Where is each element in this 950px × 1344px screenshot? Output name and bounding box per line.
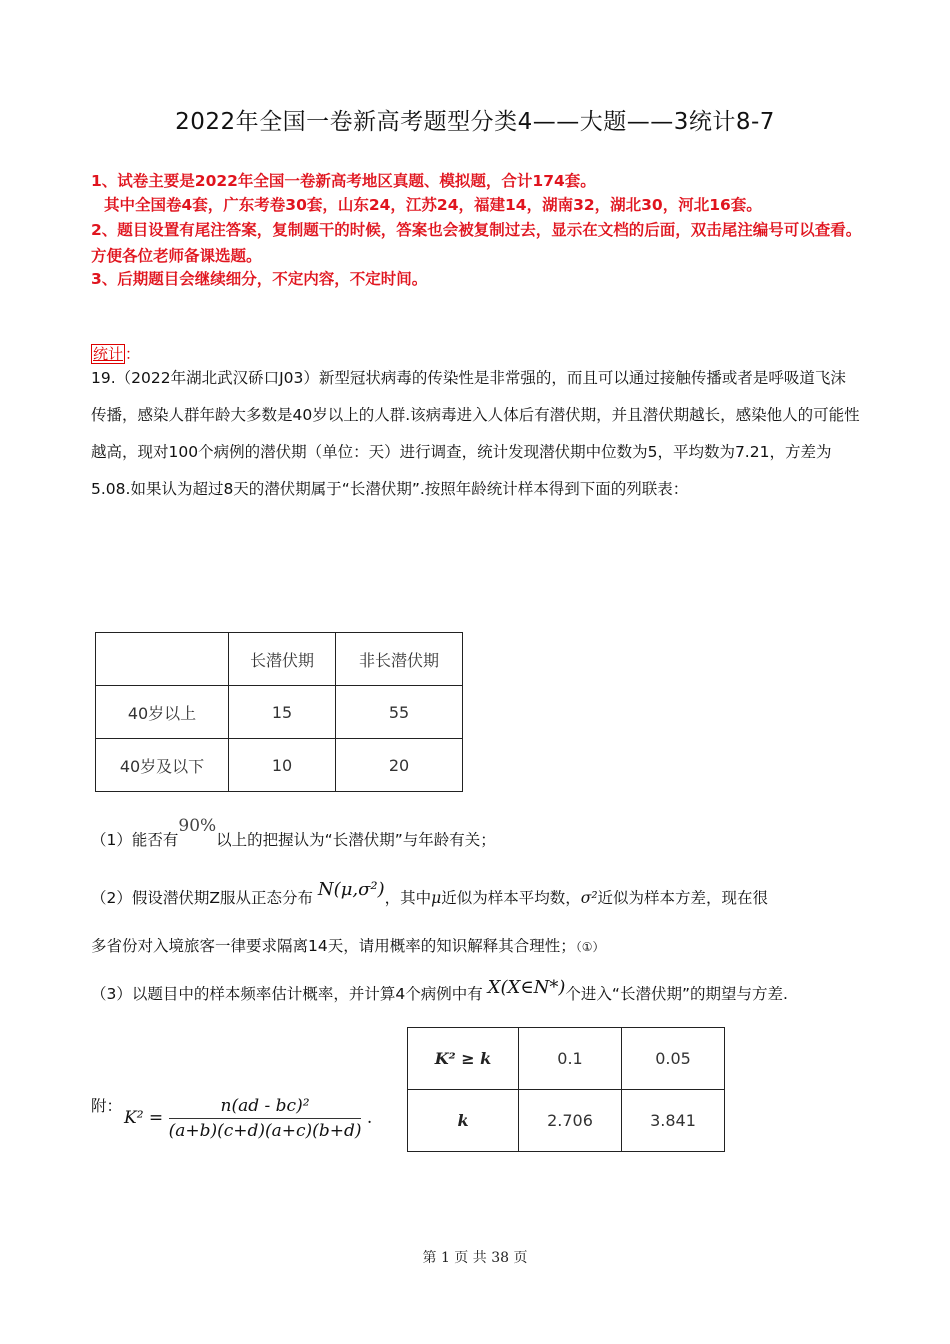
question-3 <box>91 977 788 1004</box>
page-footer: 第 1 页 共 38 页 <box>422 1250 528 1266</box>
formula-denominator: (a+b)(c+d)(a+c)(b+d) <box>168 1121 362 1141</box>
table-cell: 2.706 <box>519 1090 622 1152</box>
question-1 <box>91 816 496 850</box>
table-header-cell: 非长潜伏期 <box>336 633 463 686</box>
table-cell: 55 <box>336 686 463 739</box>
q2-prefix: （2）假设潜伏期Z服从正态分布 <box>91 889 313 907</box>
k-squared-formula <box>124 1096 372 1141</box>
table-cell: k <box>408 1090 519 1152</box>
problem-intro: 19.（2022年湖北武汉硚口J03）新型冠状病毒的传染性是非常强的，而且可以通过接触传播或者是呼吸道飞沫传播，感染人群年龄大多数是40岁以上的人群.该病毒进入人体后有潜伏期，并且潜伏期越长，感染他人的可能性越高，现对100个病例的潜伏期（单位：天）进行调查，统计发现潜伏期中位数为5，平均数为7.21，方差为5.08.如果认为超过8天的潜伏期属于“长潜伏期”.按照年龄统计样本得到下面的列联表： <box>91 369 860 498</box>
q2-mu: μ <box>431 889 442 907</box>
note-3: 3、后期题目会继续细分，不定内容，不定时间。 <box>91 270 428 288</box>
table-cell: K² ≥ k <box>408 1028 519 1090</box>
formula-numerator: n(ad - bc)² <box>169 1096 362 1119</box>
table-header-cell: 长潜伏期 <box>229 633 336 686</box>
q3-suffix: 个进入“长潜伏期”的期望与方差. <box>565 985 788 1003</box>
endnote-ref[interactable]: （①） <box>575 940 605 954</box>
table-row <box>96 739 463 792</box>
note-2: 2、题目设置有尾注答案，复制题干的时候，答案也会被复制过去，显示在文档的后面，双击尾注编号可以查看。方便各位老师备课选题。 <box>91 221 862 265</box>
q1-suffix: 以上的把握认为“长潜伏期”与年龄有关； <box>216 831 496 849</box>
section-tag-label: 统计 <box>93 345 124 363</box>
q2-mid1: ，其中 <box>384 889 432 907</box>
section-tag-colon: ： <box>125 345 141 363</box>
q3-variable: X(X∈N*) <box>487 977 566 998</box>
contingency-table <box>95 632 463 792</box>
table-cell <box>96 633 229 686</box>
table-cell: 40岁以上 <box>96 686 229 739</box>
document-title: 2022年全国一卷新高考题型分类4——大题——3统计8-7 <box>175 109 775 135</box>
table-cell: 40岁及以下 <box>96 739 229 792</box>
q2-sigma: σ² <box>580 889 598 907</box>
appendix-label: 附： <box>91 1097 123 1115</box>
q2-distribution: N(μ,σ²) <box>317 879 385 900</box>
note-1: 1、试卷主要是2022年全国一卷新高考地区真题、模拟题，合计174套。 <box>91 172 596 190</box>
table-cell: 3.841 <box>622 1090 725 1152</box>
table-row <box>96 686 463 739</box>
table-cell: 0.05 <box>622 1028 725 1090</box>
note-1-detail: 其中全国卷4套，广东考卷30套，山东24，江苏24，福建14，湖南32，湖北30，河北16套。 <box>104 196 762 214</box>
table-row <box>408 1090 725 1152</box>
table-row <box>408 1028 725 1090</box>
table-cell: 20 <box>336 739 463 792</box>
critical-value-table <box>407 1027 725 1152</box>
formula-lhs: K² = <box>124 1108 164 1128</box>
q2-mid2: 近似为样本平均数， <box>441 889 581 907</box>
q3-prefix: （3）以题目中的样本频率估计概率，并计算4个病例中有 <box>91 985 483 1003</box>
formula-end: . <box>366 1108 373 1128</box>
table-header-row <box>96 633 463 686</box>
q1-percent: 90% <box>178 816 217 836</box>
formula-fraction <box>169 1096 362 1141</box>
question-2 <box>91 879 769 908</box>
question-2-line2 <box>91 934 605 956</box>
q2-suffix: 近似为样本方差，现在很 <box>597 889 769 907</box>
table-cell: 15 <box>229 686 336 739</box>
table-cell: 0.1 <box>519 1028 622 1090</box>
q2-line2: 多省份对入境旅客一律要求隔离14天，请用概率的知识解释其合理性； <box>91 937 576 955</box>
q1-prefix: （1）能否有 <box>91 831 179 849</box>
table-cell: 10 <box>229 739 336 792</box>
